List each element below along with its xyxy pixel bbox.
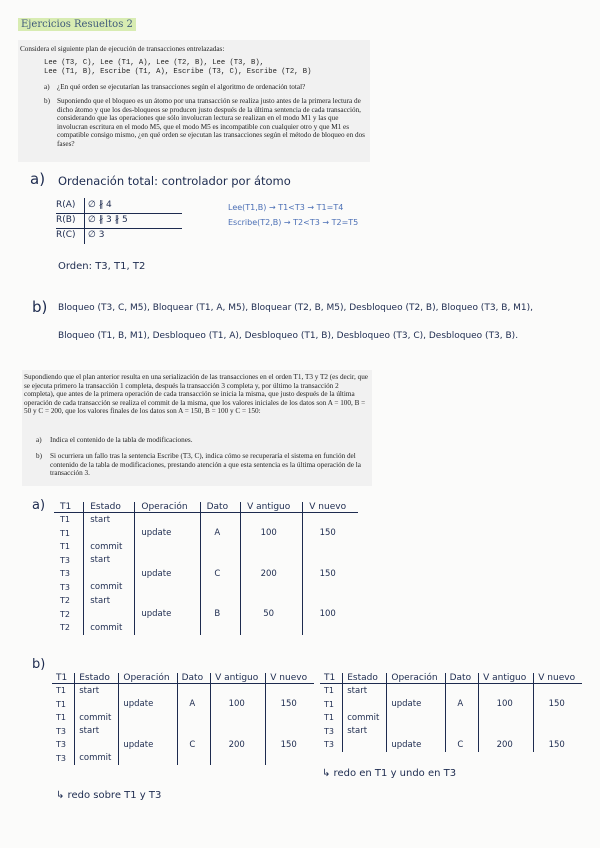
col-estado-cell: start xyxy=(343,684,387,698)
col-estado-cell: commit xyxy=(75,711,119,725)
col-dato-cell xyxy=(200,540,240,554)
col-v-nuevo-cell xyxy=(266,711,314,725)
table-row xyxy=(52,698,314,712)
col-v-antiguo-cell: 200 xyxy=(241,567,303,581)
col-operacion-header: Operación xyxy=(387,673,445,684)
col-dato-cell xyxy=(200,554,240,568)
col-v-nuevo-cell xyxy=(303,581,358,595)
table-row xyxy=(54,554,358,568)
col-dato-cell xyxy=(177,752,210,766)
col-v-nuevo-cell xyxy=(534,711,582,725)
table-row xyxy=(52,738,314,752)
col-dato-cell: A xyxy=(445,698,478,712)
col-operacion-cell xyxy=(387,684,445,698)
col-dato-header: Dato xyxy=(200,502,240,513)
question-a-text: ¿En qué orden se ejecutarían las transacciones según el algoritmo de ordenación total? xyxy=(57,83,306,91)
exercise-2-qa-label: a) xyxy=(36,436,42,444)
col-dato-cell xyxy=(200,513,240,527)
col-dato-cell: C xyxy=(200,567,240,581)
col-transaction-cell: T2 xyxy=(54,621,84,635)
table-a-label: a) xyxy=(32,498,46,513)
col-estado-cell xyxy=(75,698,119,712)
col-v-nuevo-cell xyxy=(266,752,314,766)
table-row xyxy=(320,684,582,698)
col-operacion-cell: update xyxy=(135,527,200,541)
col-estado-cell: start xyxy=(75,725,119,739)
col-operacion-cell: update xyxy=(387,698,445,712)
col-estado-cell xyxy=(84,527,135,541)
col-dato-cell xyxy=(177,684,210,698)
col-estado-cell: commit xyxy=(84,540,135,554)
modifications-table-a xyxy=(54,502,358,635)
table-row xyxy=(54,540,358,554)
col-operacion-cell xyxy=(119,684,177,698)
col-v-nuevo-cell: 150 xyxy=(319,528,336,539)
note-write: Escribe(T2,B) → T2<T3 → T2=T5 xyxy=(228,218,359,227)
table-row xyxy=(320,711,582,725)
col-v-antiguo-cell xyxy=(211,711,266,725)
col-operacion-cell xyxy=(119,711,177,725)
col-v-nuevo-cell: 150 xyxy=(548,699,565,710)
table-row xyxy=(54,581,358,595)
col-operacion-cell xyxy=(135,554,200,568)
modifications-table-b2 xyxy=(320,673,582,752)
col-v-antiguo-cell xyxy=(211,752,266,766)
page-title: Ejercicios Resueltos 2 xyxy=(18,18,136,31)
col-transaction-cell: T1 xyxy=(320,711,343,725)
col-v-nuevo-cell: 150 xyxy=(319,568,336,579)
col-dato-cell xyxy=(200,581,240,595)
col-dato-cell xyxy=(445,725,478,739)
col-operacion-cell xyxy=(135,540,200,554)
table-row xyxy=(54,567,358,581)
col-v-nuevo-cell xyxy=(303,621,358,635)
col-estado-cell: start xyxy=(84,594,135,608)
col-transaction-header: T1 xyxy=(320,673,343,684)
col-v-antiguo-cell xyxy=(241,513,303,527)
col-operacion-cell xyxy=(387,711,445,725)
col-estado-cell: commit xyxy=(84,581,135,595)
col-v-nuevo-header: V nuevo xyxy=(534,673,582,684)
col-estado-cell xyxy=(343,698,387,712)
table-divider xyxy=(84,198,85,244)
col-dato-cell xyxy=(200,594,240,608)
col-v-nuevo-cell xyxy=(266,684,314,698)
col-transaction-cell: T1 xyxy=(52,698,75,712)
answer-b-line-2: Bloqueo (T1, B, M1), Desbloqueo (T1, A), Desbloqueo (T1, B), Desbloqueo (T3, C), Desbloqueo (T3, B). xyxy=(58,331,519,341)
col-estado-header: Estado xyxy=(75,673,119,684)
answer-a-label: a) xyxy=(30,170,46,188)
col-transaction-cell: T2 xyxy=(54,608,84,622)
col-operacion-cell xyxy=(119,725,177,739)
col-dato-header: Dato xyxy=(177,673,210,684)
col-transaction-cell: T3 xyxy=(54,581,84,595)
col-dato-cell: A xyxy=(200,527,240,541)
table-row xyxy=(54,594,358,608)
exercise-2-text: Supondiendo que el plan anterior resulta en una serialización de las transacciones en el orden T1, T3 y T2 (es decir, que se ejecuta primero la transacción 1 completa, después la transacción 3 completa y, por último la transacción 2 completa), que antes de la primera operación de cada transacción se inicia la misma, que justo después de la última operación de cada transacción se realiza el commit de la misma, que los valores iniciales de los datos son A = 100, B = 50 y C = 200, que los valores finales de los datos son A = 150, B = 100 y C = 150: xyxy=(24,373,368,416)
code-line-1: Lee (T3, C), Lee (T1, A), Lee (T2, B), Lee (T3, B), xyxy=(44,59,264,67)
col-operacion-header: Operación xyxy=(135,502,200,513)
col-transaction-cell: T1 xyxy=(54,513,84,527)
col-v-nuevo-cell xyxy=(266,725,314,739)
col-v-nuevo-cell xyxy=(534,725,582,739)
col-transaction-cell: T3 xyxy=(52,738,75,752)
code-line-2: Lee (T1, B), Escribe (T1, A), Escribe (T3, C), Escribe (T2, B) xyxy=(44,68,312,76)
col-v-antiguo-header: V antiguo xyxy=(211,673,266,684)
question-b-label: b) xyxy=(44,97,50,105)
col-operacion-cell xyxy=(135,621,200,635)
col-v-antiguo-cell xyxy=(241,621,303,635)
col-estado-header: Estado xyxy=(84,502,135,513)
col-dato-cell xyxy=(177,725,210,739)
answer-a-order: Orden: T3, T1, T2 xyxy=(58,261,146,272)
col-v-antiguo-cell xyxy=(479,711,534,725)
table-divider xyxy=(56,228,182,229)
col-v-antiguo-cell: 50 xyxy=(241,608,303,622)
table-row xyxy=(54,608,358,622)
col-estado-cell: commit xyxy=(343,711,387,725)
col-transaction-cell: T3 xyxy=(320,725,343,739)
col-dato-cell xyxy=(445,684,478,698)
col-estado-header: Estado xyxy=(343,673,387,684)
table-row xyxy=(54,513,358,527)
col-v-antiguo-header: V antiguo xyxy=(479,673,534,684)
col-estado-cell xyxy=(84,608,135,622)
col-v-nuevo-cell xyxy=(303,554,358,568)
col-transaction-cell: T1 xyxy=(54,540,84,554)
table-divider xyxy=(56,213,182,214)
col-transaction-header: T1 xyxy=(52,673,75,684)
atom-row xyxy=(56,200,75,210)
atom-label: R(A) xyxy=(56,200,76,210)
col-v-antiguo-cell xyxy=(479,725,534,739)
col-v-nuevo-cell: 100 xyxy=(319,609,336,620)
col-estado-cell xyxy=(75,738,119,752)
note-read: Lee(T1,B) → T1<T3 → T1=T4 xyxy=(228,203,344,212)
col-operacion-cell: update xyxy=(135,567,200,581)
question-a-label: a) xyxy=(44,83,50,91)
col-v-antiguo-cell xyxy=(211,725,266,739)
answer-b-label: b) xyxy=(32,298,48,316)
table-b-label: b) xyxy=(32,657,46,672)
col-v-antiguo-cell xyxy=(241,540,303,554)
atom-label: R(C) xyxy=(56,230,76,240)
col-v-nuevo-cell xyxy=(534,684,582,698)
col-transaction-cell: T3 xyxy=(54,554,84,568)
col-operacion-cell: update xyxy=(387,738,445,752)
col-operacion-cell: update xyxy=(119,738,177,752)
col-estado-cell: start xyxy=(343,725,387,739)
modifications-table-b1 xyxy=(52,673,314,765)
col-transaction-cell: T1 xyxy=(52,684,75,698)
col-v-antiguo-cell xyxy=(241,594,303,608)
col-estado-cell: commit xyxy=(84,621,135,635)
col-estado-cell: start xyxy=(84,554,135,568)
col-estado-cell xyxy=(84,567,135,581)
col-operacion-cell xyxy=(135,594,200,608)
col-v-antiguo-cell xyxy=(211,684,266,698)
col-v-antiguo-header: V antiguo xyxy=(241,502,303,513)
col-v-antiguo-cell: 100 xyxy=(479,698,534,712)
table-row xyxy=(52,684,314,698)
col-operacion-cell: update xyxy=(135,608,200,622)
exercise-2-qb-text: Si ocurriera un fallo tras la sentencia Escribe (T3, C), indica cómo se recuperaría el sistema en función del contenido de la tabla de modificaciones, prestando atención a que esta sentencia es la última operación de la transacción 3. xyxy=(50,452,361,478)
col-operacion-cell xyxy=(387,725,445,739)
table-row xyxy=(54,527,358,541)
answer-a-heading: Ordenación total: controlador por átomo xyxy=(58,174,291,188)
table-row xyxy=(320,738,582,752)
table-b2-note: ↳ redo en T1 y undo en T3 xyxy=(322,768,457,779)
col-v-nuevo-cell xyxy=(303,540,358,554)
col-transaction-cell: T3 xyxy=(54,567,84,581)
exercise-2-qb-label: b) xyxy=(36,452,42,460)
col-transaction-cell: T1 xyxy=(54,527,84,541)
col-v-nuevo-header: V nuevo xyxy=(266,673,314,684)
col-v-antiguo-cell: 200 xyxy=(211,738,266,752)
col-transaction-cell: T3 xyxy=(52,752,75,766)
atom-values: ∅ ∦ 3 ∦ 5 xyxy=(88,215,128,225)
question-b-text: Suponiendo que el bloqueo es un átomo por una transacción se realiza justo antes de la primera lectura de dicho átomo y que los des-bloqueos se producen justo después de la última sentencia de cada transacción, considerando que las operaciones que sólo involucran lectura se realizan en el modo M1 y las que involucran escritura en el modo M5, que el modo M5 es incompatible con cualquier otro y que M1 es compatible consigo mismo, ¿en qué orden se ejecutan las transacciones según el método de bloqueo en dos fases? xyxy=(57,97,365,148)
col-transaction-header: T1 xyxy=(54,502,84,513)
atom-timestamp-table xyxy=(56,200,186,244)
col-v-antiguo-cell xyxy=(241,554,303,568)
col-v-nuevo-cell xyxy=(303,513,358,527)
table-row xyxy=(54,621,358,635)
col-dato-cell: C xyxy=(177,738,210,752)
table-row xyxy=(52,711,314,725)
col-transaction-cell: T3 xyxy=(320,738,343,752)
col-transaction-cell: T1 xyxy=(320,684,343,698)
col-v-antiguo-cell: 100 xyxy=(211,698,266,712)
col-v-antiguo-cell xyxy=(241,581,303,595)
col-v-nuevo-cell: 150 xyxy=(548,739,565,750)
col-transaction-cell: T3 xyxy=(52,725,75,739)
col-transaction-cell: T2 xyxy=(54,594,84,608)
col-operacion-cell: update xyxy=(119,698,177,712)
col-operacion-cell xyxy=(135,581,200,595)
col-dato-cell: A xyxy=(177,698,210,712)
col-estado-cell: commit xyxy=(75,752,119,766)
atom-label: R(B) xyxy=(56,215,76,225)
col-v-nuevo-header: V nuevo xyxy=(303,502,358,513)
col-operacion-header: Operación xyxy=(119,673,177,684)
col-v-nuevo-cell xyxy=(303,594,358,608)
col-dato-cell xyxy=(200,621,240,635)
col-v-nuevo-cell: 150 xyxy=(280,699,297,710)
col-dato-cell: C xyxy=(445,738,478,752)
answer-b-line-1: Bloqueo (T3, C, M5), Bloquear (T1, A, M5), Bloquear (T2, B, M5), Desbloqueo (T2, B), Bloqueo (T3, B, M1), xyxy=(58,303,534,313)
col-v-nuevo-cell: 150 xyxy=(280,739,297,750)
col-transaction-cell: T1 xyxy=(320,698,343,712)
table-row xyxy=(320,698,582,712)
table-row xyxy=(320,725,582,739)
col-dato-cell: B xyxy=(200,608,240,622)
table-row xyxy=(52,725,314,739)
col-estado-cell xyxy=(343,738,387,752)
col-transaction-cell: T1 xyxy=(52,711,75,725)
col-dato-cell xyxy=(445,711,478,725)
col-operacion-cell xyxy=(135,513,200,527)
atom-values: ∅ ∦ 4 xyxy=(88,200,112,210)
col-dato-cell xyxy=(177,711,210,725)
exercise-2-qa-text: Indica el contenido de la tabla de modificaciones. xyxy=(50,436,193,444)
col-v-antiguo-cell xyxy=(479,684,534,698)
col-estado-cell: start xyxy=(75,684,119,698)
col-operacion-cell xyxy=(119,752,177,766)
col-estado-cell: start xyxy=(84,513,135,527)
col-dato-header: Dato xyxy=(445,673,478,684)
atom-values: ∅ 3 xyxy=(88,230,105,240)
col-v-antiguo-cell: 200 xyxy=(479,738,534,752)
exercise-1-intro: Considera el siguiente plan de ejecución de transacciones entrelazadas: xyxy=(20,45,225,53)
table-b1-note: ↳ redo sobre T1 y T3 xyxy=(56,790,162,801)
col-v-antiguo-cell: 100 xyxy=(241,527,303,541)
table-row xyxy=(52,752,314,766)
